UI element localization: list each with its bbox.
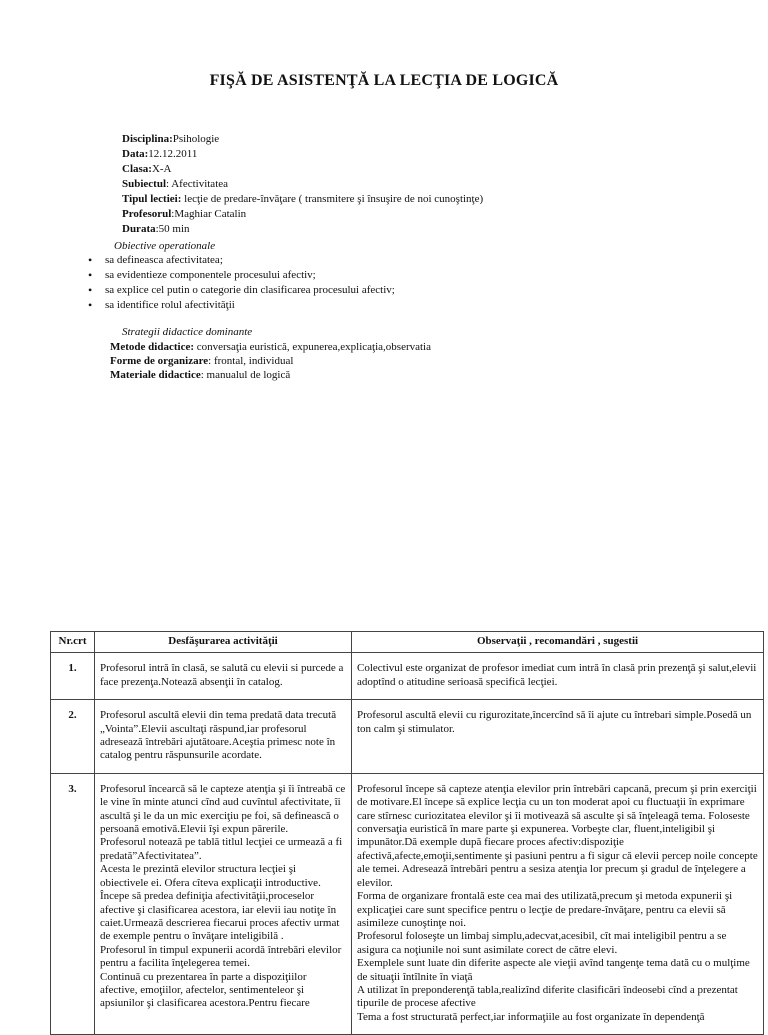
row-number: 3. <box>51 773 95 1034</box>
meta-label: Data: <box>122 148 149 160</box>
activity-paragraph: Profesorul ascultă elevii din tema predată data trecută „Vointa”.Elevii ascultaţi răspund,iar profesorul adresează întrebări ajutătoare.Aceştia primesc note în catalog pentru răspunsurile acordate. <box>100 709 337 762</box>
row-number: 2. <box>51 700 95 774</box>
meta-lesson-type <box>122 192 483 207</box>
activity-paragraph: Profesorul în timpul expunerii acordă întrebări elevilor pentru a facilita înţelegerea temei. <box>100 943 342 970</box>
table-row <box>51 773 764 1034</box>
column-header-activity: Desfăşurarea activităţii <box>95 632 352 653</box>
strategy-label: Materiale didactice <box>110 369 201 381</box>
meta-label: Durata <box>122 223 156 235</box>
activity-paragraph: Acesta le prezintă elevilor structura lecţiei şi obiectivele ei. Ofera cîteva explicaţii introductive. <box>100 863 321 889</box>
activity-cell <box>95 700 352 774</box>
strategy-methods <box>110 340 431 354</box>
observation-paragraph: Colectivul este organizat de profesor imediat cum intră în clasă prin prezenţă şi salut,elevii adoptînd o atitudine serioasă specifică lecţiei. <box>357 662 757 688</box>
row-number: 1. <box>51 653 95 700</box>
activity-paragraph: Începe să predea definiţia afectivităţii,proceselor afective şi clasificarea acestora, iar elevii iau notiţe în caiet.Urmează descrierea fiecarui proces afectiv urmat de exemple pentru o învăţare inteligibilă . <box>100 890 340 943</box>
meta-date <box>122 147 483 162</box>
table-header-row <box>51 632 764 653</box>
lesson-activities-table <box>50 631 764 1035</box>
meta-class <box>122 162 483 177</box>
observation-paragraph: Profesorul ascultă elevii cu rigurozitate,încercînd să îi ajute cu întrebari simple.Posedă un ton calm şi stimulator. <box>357 709 752 735</box>
meta-label: Tipul lectiei: <box>122 193 182 205</box>
table-row <box>51 700 764 774</box>
observation-paragraph: Profesorul începe să capteze atenţia elevilor prin întrebări capcană, precum şi prin exerciţii de motivare.El începe să explice lecţia cu un ton moderat apoi cu fluctuaţii în exprimare care stîrnesc curiozitatea elevilor şi îi motivează să asculte şi să înţeleagă tema. Foloseste conversaţia euristică în mare parte şi expunerea. Vorbeşte clar, fluent,inteligibil şi impunător.Dă exemple după fiecare proces afectiv:dispoziţie afectivă,afecte,emoţii,sentimente şi pasiuni pentru a fi sigur că elevii percep noile concepte ale temei. Adresează întrebări pentru a sesiza atenţia lor precum şi gradul de înţelegere a elevilor. <box>357 782 758 889</box>
meta-value: : Afectivitatea <box>166 178 229 190</box>
meta-label: Clasa: <box>122 163 152 175</box>
observation-paragraph: Profesorul foloseşte un limbaj simplu,adecvat,acesibil, cît mai inteligibil pentru a se asigura ca noţiunile noi sunt asimilate corect de către elevi. <box>357 930 727 956</box>
observation-paragraph: Forma de organizare frontală este cea mai des utilizată,precum şi metoda expunerii şi explicaţiei care sunt specifice pentru o lecţie de predare-învăţare, pentru ca elevii să asimileze cunoştinţe noi. <box>357 890 733 929</box>
activity-cell <box>95 653 352 700</box>
strategy-materials <box>110 368 431 382</box>
activity-paragraph: Profesorul notează pe tablă titlul lecţiei ce urmează a fi predată”Afectivitatea”. <box>100 836 343 862</box>
meta-teacher <box>122 207 483 222</box>
strategy-organization <box>110 354 431 368</box>
meta-value: lecţie de predare-învăţare ( transmitere şi însuşire de noi cunoştinţe) <box>181 193 484 205</box>
list-item: • sa defineasca afectivitatea; <box>88 253 395 268</box>
strategies-heading: Strategii didactice dominante <box>122 326 253 338</box>
observation-paragraph: Exemplele sunt luate din diferite aspecte ale vieţii avînd tangenţe tema dată cu o mulţime de situaţii întîlnite în viaţă <box>357 957 750 983</box>
list-item: • sa identifice rolul afectivităţii <box>88 298 395 313</box>
observation-paragraph: A utilizat în preponderenţă tabla,realizînd diferite clasificări îndeosebi cînd a prezentat tipurile de procese afective <box>357 983 738 1010</box>
strategy-value: : manualul de logică <box>200 369 291 381</box>
strategy-value: : frontal, individual <box>208 355 294 367</box>
strategy-label: Forme de organizare <box>110 355 209 367</box>
meta-label: Profesorul <box>122 208 172 220</box>
strategies-block <box>110 340 431 382</box>
objectives-heading: Obiective operationale <box>114 240 216 252</box>
activity-cell <box>95 773 352 1034</box>
list-item: • sa evidentieze componentele procesului afectiv; <box>88 268 395 283</box>
meta-value: :Maghiar Catalin <box>171 208 247 220</box>
meta-value: 12.12.2011 <box>148 148 198 160</box>
column-header-nr: Nr.crt <box>51 632 95 653</box>
meta-value: Psihologie <box>172 133 220 145</box>
meta-label: Subiectul <box>122 178 167 190</box>
meta-discipline <box>122 132 483 147</box>
document-title: FIŞĂ DE ASISTENŢĂ LA LECŢIA DE LOGICĂ <box>209 72 559 89</box>
observation-paragraph: Tema a fost structurată perfect,iar informaţiile au fost organizate în dependenţă <box>357 1010 705 1023</box>
list-item: • sa explice cel putin o categorie din clasificarea procesului afectiv; <box>88 283 395 298</box>
observations-cell <box>352 653 764 700</box>
objectives-list <box>88 253 395 313</box>
activity-paragraph: Profesorul încearcă să le capteze atenţia şi îi întreabă ce le vine în minte atunci cînd aud cuvîntul afectivitate, îi ascultă şi le da un mic exerciţiu pe foi, să definească o persoană emotivă.Elevii îşi expun părerile. <box>100 782 346 836</box>
meta-label: Disciplina: <box>122 133 173 145</box>
observations-cell <box>352 773 764 1034</box>
column-header-observations: Observaţii , recomandări , sugestii <box>352 632 764 653</box>
meta-duration <box>122 222 483 237</box>
meta-value: X-A <box>151 163 172 175</box>
lesson-metadata <box>122 132 483 237</box>
observations-cell <box>352 700 764 774</box>
meta-value: :50 min <box>155 223 190 235</box>
table-row <box>51 653 764 700</box>
strategy-label: Metode didactice: <box>110 341 194 353</box>
activity-paragraph: Continuă cu prezentarea în parte a dispoziţiilor afective, emoţiilor, afectelor, sentimenteleor şi apsiunilor şi clasificarea acestora.Pentru fiecare <box>100 970 310 1010</box>
strategy-value: conversaţia euristică, expunerea,explicaţia,observatia <box>194 341 431 353</box>
meta-subject <box>122 177 483 192</box>
activity-paragraph: Profesorul intră în clasă, se salută cu elevii si purcede a face prezenţa.Notează absenţii în catalog. <box>100 662 344 688</box>
